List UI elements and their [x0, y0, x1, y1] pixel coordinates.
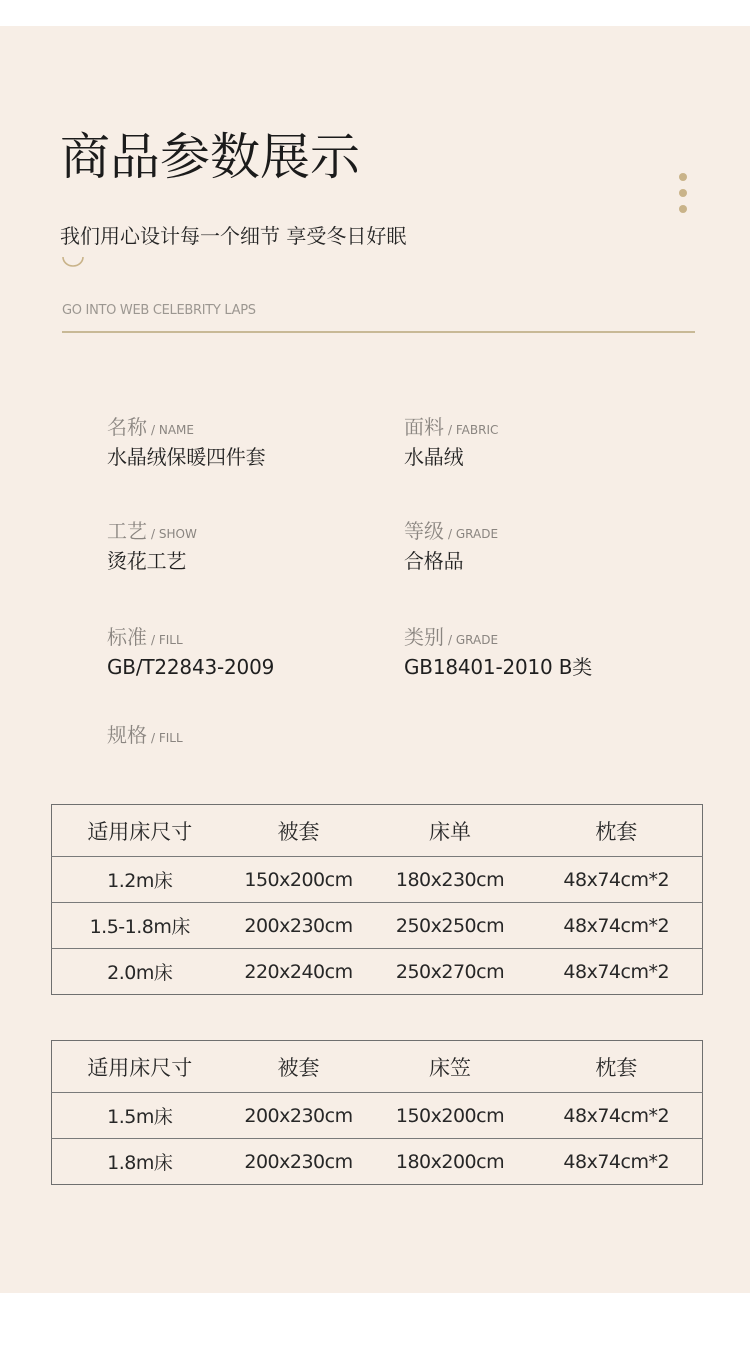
spec-value: GB/T22843-2009	[107, 655, 275, 679]
spec-grade	[404, 521, 684, 571]
spec-label	[404, 627, 684, 647]
table-cell: 1.5-1.8m床	[52, 903, 228, 949]
table-cell: 1.8m床	[107, 1152, 173, 1174]
spec-label-text: 类别	[404, 625, 444, 649]
spec-label	[107, 417, 387, 437]
spec-value: 合格品	[404, 549, 464, 573]
spec-label-en: / NAME	[151, 423, 194, 437]
table-row	[52, 949, 703, 995]
table-cell: 48x74cm*2	[531, 857, 703, 903]
table-cell: 250x250cm	[370, 903, 531, 949]
table-cell: 180x200cm	[395, 1150, 505, 1173]
table-cell: 250x270cm	[395, 960, 505, 983]
size-table-fitted-sheet-set	[51, 804, 703, 995]
spec-value: 水晶绒	[404, 445, 464, 469]
column-header: 适用床尺寸	[52, 1041, 228, 1093]
table-cell: 150x200cm	[370, 1093, 531, 1139]
table-cell: 220x240cm	[244, 960, 353, 983]
spec-craft	[107, 521, 387, 571]
divider	[62, 331, 695, 333]
dot	[679, 173, 687, 181]
spec-label-text: 标准	[107, 625, 147, 649]
table-row	[52, 1139, 703, 1185]
table-row	[52, 857, 703, 903]
spec-label	[404, 521, 684, 541]
table-row	[52, 903, 703, 949]
table-cell: 1.5m床	[52, 1093, 228, 1139]
spec-label-en: / FILL	[151, 633, 183, 647]
table-cell: 150x200cm	[228, 857, 370, 903]
dot	[679, 205, 687, 213]
page-title: 商品参数展示	[60, 128, 360, 186]
spec-category	[404, 627, 684, 677]
table-cell: 1.2m床	[52, 857, 228, 903]
column-header: 适用床尺寸	[52, 805, 228, 857]
spec-name	[107, 417, 387, 467]
spec-label	[107, 725, 387, 745]
table-cell: 48x74cm*2	[563, 960, 670, 983]
spec-label-en: / FABRIC	[448, 423, 499, 437]
column-header: 枕套	[531, 805, 703, 857]
page-subtitle: 我们用心设计每一个细节 享受冬日好眠	[60, 224, 407, 248]
table-cell: 2.0m床	[107, 962, 173, 984]
arc-icon	[61, 254, 85, 272]
spec-label-text: 规格	[107, 723, 147, 747]
dot	[679, 189, 687, 197]
column-header: 被套	[228, 805, 370, 857]
spec-label-en: / FILL	[151, 731, 183, 745]
spec-value: 水晶绒保暖四件套	[107, 445, 266, 469]
column-header: 床单	[370, 805, 531, 857]
spec-fabric	[404, 417, 684, 467]
column-header: 枕套	[531, 1041, 703, 1093]
table-header-row	[52, 1041, 703, 1093]
english-caption: GO INTO WEB CELEBRITY LAPS	[62, 303, 256, 318]
spec-label-text: 工艺	[107, 519, 147, 543]
table-cell: 180x230cm	[370, 857, 531, 903]
spec-label-text: 面料	[404, 415, 444, 439]
spec-label-en: / GRADE	[448, 633, 499, 647]
table-header-row	[52, 805, 703, 857]
spec-label-text: 等级	[404, 519, 444, 543]
spec-label-en: / SHOW	[151, 527, 197, 541]
size-table-sheet-set	[51, 1040, 703, 1185]
spec-label-en: / GRADE	[448, 527, 499, 541]
spec-standard	[107, 627, 387, 677]
table-row	[52, 1093, 703, 1139]
spec-label	[107, 627, 387, 647]
spec-label	[404, 417, 684, 437]
spec-value: GB18401-2010 B类	[404, 655, 593, 679]
table-cell: 48x74cm*2	[531, 1093, 703, 1139]
column-header: 被套	[228, 1041, 370, 1093]
spec-value: 烫花工艺	[107, 549, 187, 573]
spec-label	[107, 521, 387, 541]
table-cell: 48x74cm*2	[531, 903, 703, 949]
vertical-dots-icon[interactable]	[679, 173, 687, 213]
spec-label-text: 名称	[107, 415, 147, 439]
table-cell: 200x230cm	[228, 903, 370, 949]
spec-size	[107, 725, 387, 745]
column-header: 床笠	[370, 1041, 531, 1093]
table-cell: 200x230cm	[228, 1093, 370, 1139]
table-cell: 48x74cm*2	[563, 1150, 670, 1173]
table-cell: 200x230cm	[244, 1150, 353, 1173]
